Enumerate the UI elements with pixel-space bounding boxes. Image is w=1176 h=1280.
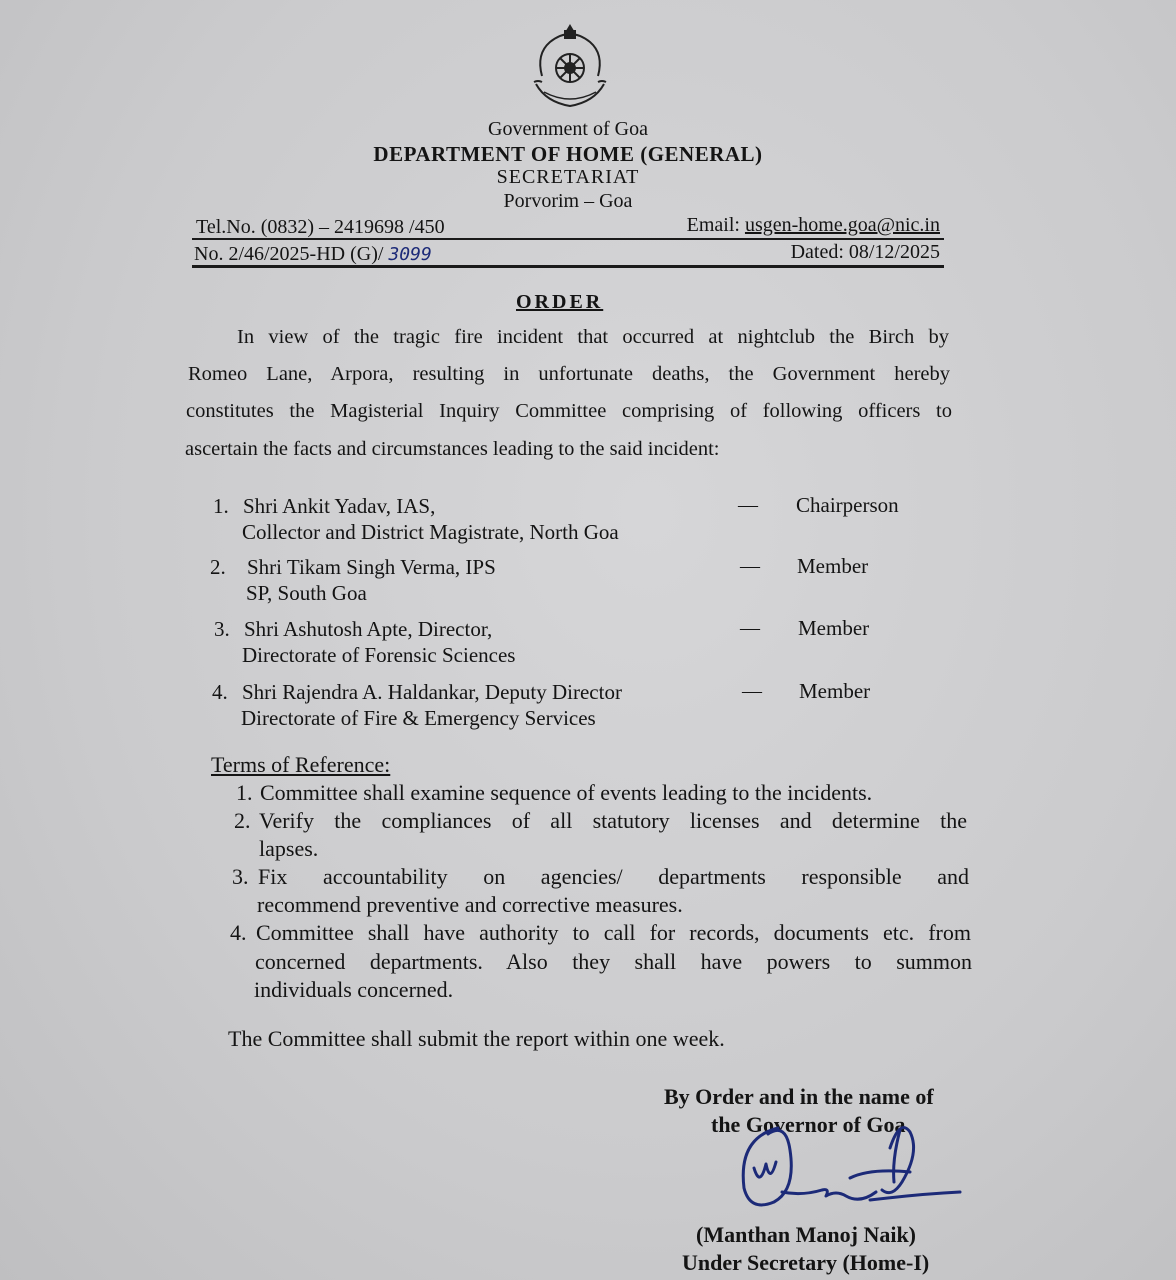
terms-line: individuals concerned. <box>254 977 454 1002</box>
header-rule-top <box>192 238 944 240</box>
member-number: 4. <box>212 680 228 704</box>
terms-number: 3. <box>232 864 249 889</box>
order-heading: ORDER <box>516 291 604 313</box>
member-name: Shri Rajendra A. Haldankar, Deputy Director <box>242 680 622 704</box>
header-location: Porvorim – Goa <box>503 190 633 212</box>
member-number: 1. <box>213 494 229 518</box>
reference-number-prefix: No. 2/46/2025-HD (G)/ <box>194 243 389 265</box>
member-number: 3. <box>214 617 230 641</box>
email-address[interactable]: usgen-home.goa@nic.in <box>744 214 940 236</box>
member-dash: — <box>738 494 758 516</box>
terms-line: recommend preventive and corrective measures. <box>257 892 683 917</box>
intro-line-4: ascertain the facts and circumstances leading to the said incident: <box>185 438 720 460</box>
goa-emblem-icon <box>524 22 616 114</box>
terms-line: Committee shall examine sequence of events leading to the incidents. <box>260 780 873 805</box>
terms-line: Committee shall have authority to call for records, documents etc. from <box>256 920 971 945</box>
telephone: Tel.No. (0832) – 2419698 /450 <box>196 216 445 238</box>
member-dash: — <box>740 555 760 577</box>
header-department: DEPARTMENT OF HOME (GENERAL) <box>373 142 763 166</box>
signature-authority-line-1: By Order and in the name of <box>664 1084 934 1109</box>
member-role: Member <box>799 679 871 703</box>
member-designation: Directorate of Forensic Sciences <box>242 643 516 667</box>
terms-line: Fix accountability on agencies/ departments responsible and <box>258 864 969 889</box>
member-designation: Collector and District Magistrate, North Goa <box>242 520 619 544</box>
member-role: Member <box>798 616 870 640</box>
member-name: Shri Tikam Singh Verma, IPS <box>247 555 496 579</box>
intro-line-2: Romeo Lane, Arpora, resulting in unfortunate deaths, the Government hereby <box>188 363 950 385</box>
closing-statement: The Committee shall submit the report within one week. <box>228 1026 725 1051</box>
dated: Dated: 08/12/2025 <box>790 241 940 263</box>
header-rule-bottom <box>192 265 944 268</box>
intro-line-1: In view of the tragic fire incident that occurred at nightclub the Birch by <box>237 326 949 348</box>
member-designation: Directorate of Fire & Emergency Services <box>241 706 596 730</box>
header-secretariat: SECRETARIAT <box>496 166 640 188</box>
terms-line: Verify the compliances of all statutory licenses and determine the <box>259 808 967 833</box>
signatory-designation: Under Secretary (Home-I) <box>682 1250 930 1275</box>
reference-number-handwritten: 3099 <box>388 244 432 265</box>
email-label: Email: <box>686 214 745 236</box>
member-name: Shri Ankit Yadav, IAS, <box>243 494 436 518</box>
member-role: Chairperson <box>796 493 899 517</box>
terms-heading: Terms of Reference: <box>211 752 391 777</box>
member-dash: — <box>742 680 762 702</box>
member-number: 2. <box>210 555 226 579</box>
terms-number: 2. <box>234 808 251 833</box>
member-dash: — <box>740 617 760 639</box>
member-name: Shri Ashutosh Apte, Director, <box>244 617 493 641</box>
email-line <box>687 214 940 237</box>
signature-authority-line-2: the Governor of Goa <box>711 1112 906 1137</box>
member-role: Member <box>797 554 869 578</box>
reference-number <box>194 243 432 266</box>
handwritten-signature <box>730 1108 970 1218</box>
signatory-name: (Manthan Manoj Naik) <box>696 1222 917 1247</box>
terms-number: 1. <box>236 780 253 805</box>
terms-number: 4. <box>230 920 247 945</box>
intro-line-3: constitutes the Magisterial Inquiry Committee comprising of following officers to <box>186 400 952 422</box>
terms-line: concerned departments. Also they shall have powers to summon <box>255 949 972 974</box>
member-designation: SP, South Goa <box>246 581 367 605</box>
terms-line: lapses. <box>259 836 319 861</box>
header-government: Government of Goa <box>488 118 648 140</box>
